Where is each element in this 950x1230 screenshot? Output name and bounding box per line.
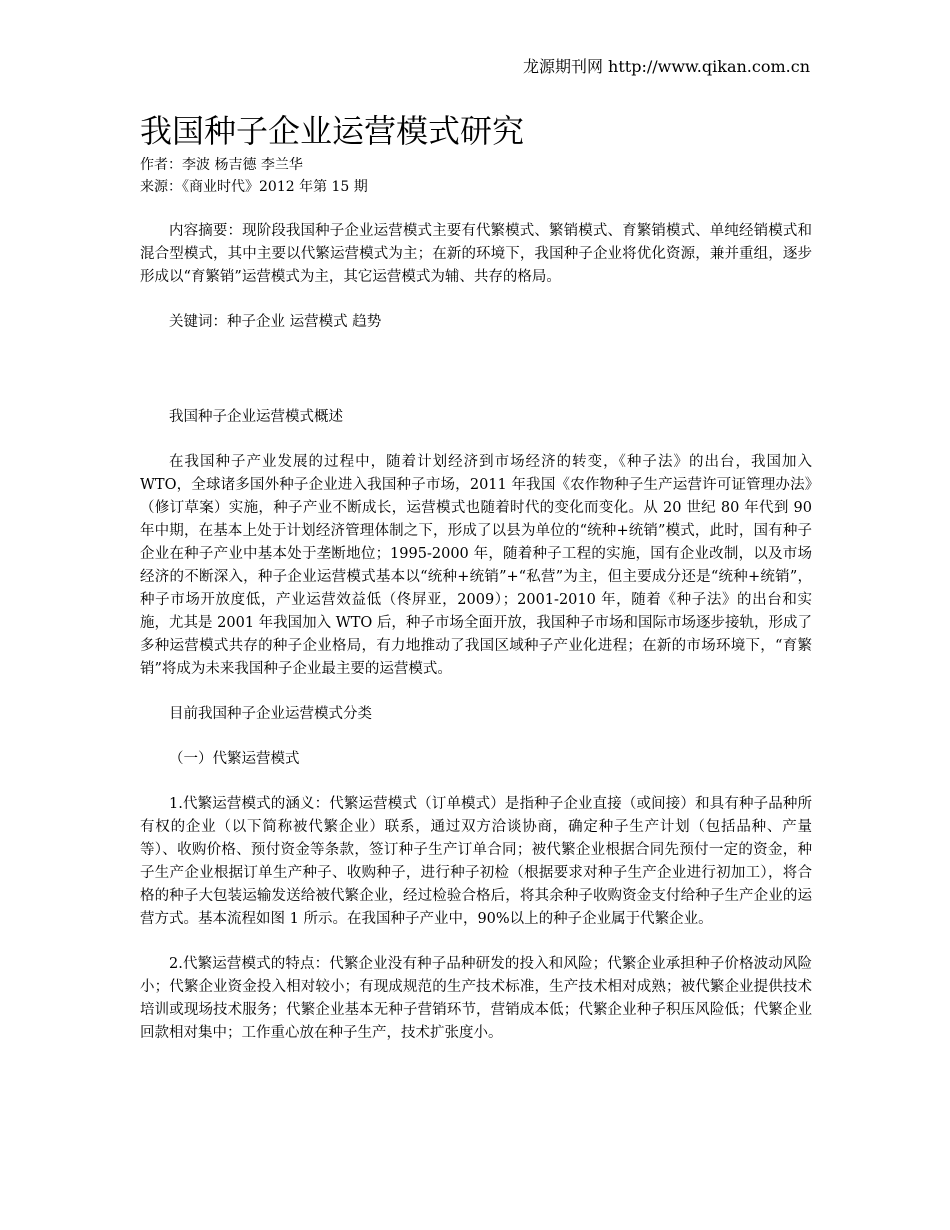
spacer bbox=[140, 931, 812, 953]
spacer bbox=[140, 334, 812, 406]
spacer bbox=[140, 681, 812, 703]
spacer bbox=[140, 726, 812, 748]
article-title: 我国种子企业运营模式研究 bbox=[140, 112, 525, 150]
section-heading-classification: 目前我国种子企业运营模式分类 bbox=[169, 706, 372, 722]
author-line: 作者：李波 杨吉德 李兰华 bbox=[140, 157, 303, 173]
article-body bbox=[140, 108, 812, 1045]
source-line: 来源：《商业时代》2012 年第 15 期 bbox=[140, 179, 368, 195]
keywords-line: 关键词：种子企业 运营模式 趋势 bbox=[169, 314, 382, 330]
overview-paragraph: 在我国种子产业发展的过程中，随着计划经济到市场经济的转变，《种子法》的出台，我国加入 WTO，全球诸多国外种子企业进入我国种子市场，2011 年我国《农作物种子生产运营许可证管理办法》（修订草案）实施，种子产业不断成长，运营模式也随着时代的变化而变化。从 20 世纪 80 年代到 90 年中期，在基本上处于计划经济管理体制之下，形成了以县为单位的“统种+统销”模式，此时，国有种子企业在种子产业中基本处于垄断地位；1995-2000 年，随着种子工程的实施，国有企业改制，以及市场经济的不断深入，种子企业运营模式基本以“统种+统销”+“私营”为主，但主要成分还是“统种+统销”，种子市场开放度低，产业运营效益低（佟屏亚，2009）；2001-2010 年，随着《种子法》的出台和实施，尤其是 2001 年我国加入 WTO 后，种子市场全面开放，我国种子市场和国际市场逐步接轨，形成了多种运营模式共存的种子企业格局，有力地推动了我国区域种子产业化进程；在新的市场环境下，“育繁销”将成为未来我国种子企业最主要的运营模式。 bbox=[140, 454, 812, 677]
definition-paragraph: 1.代繁运营模式的涵义：代繁运营模式（订单模式）是指种子企业直接（或间接）和具有种子品种所有权的企业（以下简称被代繁企业）联系，通过双方洽谈协商，确定种子生产计划（包括品种、产量等）、收购价格、预付资金等条款，签订种子生产订单合同；被代繁企业根据合同先预付一定的资金，种子生产企业根据订单生产种子、收购种子，进行种子初检（根据要求对种子生产企业进行初加工），将合格的种子大包装运输发送给被代繁企业，经过检验合格后，将其余种子收购资金支付给种子生产企业的运营方式。基本流程如图 1 所示。在我国种子产业中，90%以上的种子企业属于代繁企业。 bbox=[140, 796, 812, 927]
spacer bbox=[140, 289, 812, 311]
journal-site-header: 龙源期刊网 http://www.qikan.com.cn bbox=[522, 57, 810, 76]
characteristics-paragraph: 2.代繁运营模式的特点：代繁企业没有种子品种研发的投入和风险；代繁企业承担种子价格波动风险小；代繁企业资金投入相对较小；有现成规范的生产技术标准，生产技术相对成熟；被代繁企业提供技术培训或现场技术服务；代繁企业基本无种子营销环节，营销成本低；代繁企业种子积压风险低；代繁企业回款相对集中；工作重心放在种子生产，技术扩张度小。 bbox=[140, 956, 812, 1041]
spacer bbox=[140, 198, 812, 220]
spacer bbox=[140, 429, 812, 451]
subsection-heading-contract-breeding: （一）代繁运营模式 bbox=[169, 751, 300, 767]
abstract-paragraph: 内容摘要：现阶段我国种子企业运营模式主要有代繁模式、繁销模式、育繁销模式、单纯经销模式和混合型模式，其中主要以代繁运营模式为主；在新的环境下，我国种子企业将优化资源，兼并重组，逐步形成以“育繁销”运营模式为主，其它运营模式为辅、共存的格局。 bbox=[140, 223, 812, 285]
spacer bbox=[140, 771, 812, 793]
section-heading-overview: 我国种子企业运营模式概述 bbox=[169, 409, 343, 425]
